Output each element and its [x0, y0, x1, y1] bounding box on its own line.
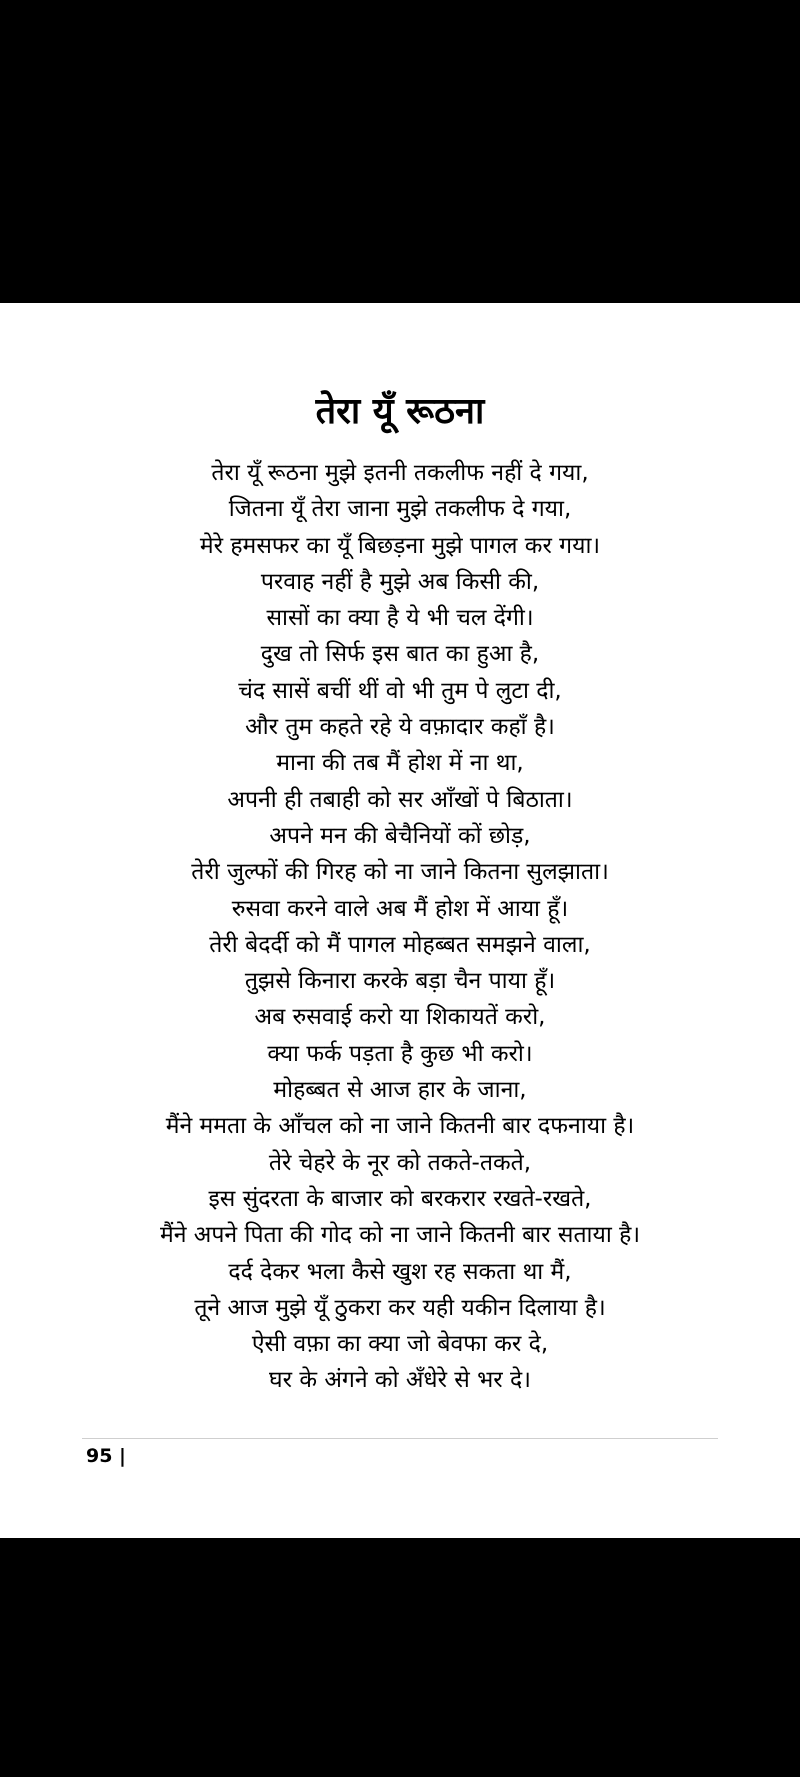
- poem-line-1: तेरा यूँ रूठना मुझे इतनी तकलीफ नहीं दे गया,: [211, 460, 589, 486]
- poem-line-26: घर के अंगने को अँधेरे से भर दे।: [269, 1367, 531, 1394]
- poem-line-24: तूने आज मुझे यूँ ठुकरा कर यही यकीन दिलाया है।: [194, 1294, 606, 1321]
- poem-line-10: अपनी ही तबाही को सर आँखों पे बिठाता।: [227, 786, 573, 813]
- poem-line-17: क्या फर्क पड़ता है कुछ भी करो।: [267, 1040, 533, 1067]
- top-letterbox: [0, 0, 800, 303]
- poem-line-20: तेरे चेहरे के नूर को तकते-तकते,: [268, 1149, 532, 1176]
- poem-line-25: ऐसी वफ़ा का क्या जो बेवफा कर दे,: [251, 1331, 549, 1358]
- book-page[interactable]: [0, 303, 800, 1538]
- bottom-letterbox: [0, 1538, 800, 1777]
- poem-line-18: मोहब्बत से आज हार के जाना,: [273, 1077, 527, 1104]
- poem-line-13: रुसवा करने वाले अब मैं होश में आया हूँ।: [231, 895, 569, 922]
- page-title: तेरा यूँ रूठना: [315, 391, 485, 432]
- poem-line-15: तुझसे किनारा करके बड़ा चैन पाया हूँ।: [244, 968, 556, 995]
- poem-line-3: मेरे हमसफर का यूँ बिछड़ना मुझे पागल कर गया।: [199, 532, 601, 559]
- poem-line-16: अब रुसवाई करो या शिकायतें करो,: [254, 1004, 546, 1031]
- poem-line-11: अपने मन की बेचैनियों कों छोड़,: [269, 822, 531, 849]
- poem-line-21: इस सुंदरता के बाजार को बरकरार रखते-रखते,: [208, 1185, 592, 1212]
- poem-line-12: तेरी जुल्फों की गिरह को ना जाने कितना सुलझाता।: [191, 859, 609, 886]
- poem-line-4: परवाह नहीं है मुझे अब किसी की,: [260, 568, 540, 595]
- poem-line-8: और तुम कहते रहे ये वफ़ादार कहाँ है।: [245, 714, 555, 741]
- poem-line-7: चंद सासें बचीं थीं वो भी तुम पे लुटा दी,: [238, 677, 562, 704]
- poem-line-2: जितना यूँ तेरा जाना मुझे तकलीफ दे गया,: [228, 496, 572, 523]
- poem-line-5: सासों का क्या है ये भी चल देंगी।: [266, 605, 534, 632]
- poem-line-14: तेरी बेदर्दी को मैं पागल मोहब्बत समझने वाला,: [209, 931, 591, 958]
- poem-line-19: मैंने ममता के आँचल को ना जाने कितनी बार दफनाया है।: [165, 1113, 635, 1140]
- poem-line-9: माना की तब मैं होश में ना था,: [276, 750, 524, 777]
- footer-divider: [82, 1438, 718, 1439]
- poem-line-22: मैंने अपने पिता की गोद को ना जाने कितनी बार सताया है।: [159, 1222, 641, 1249]
- poem-line-6: दुख तो सिर्फ इस बात का हुआ है,: [260, 641, 540, 668]
- page-number: 95 |: [86, 1445, 126, 1467]
- poem-body: [0, 455, 800, 1399]
- poem-line-23: दर्द देकर भला कैसे खुश रह सकता था मैं,: [228, 1258, 572, 1285]
